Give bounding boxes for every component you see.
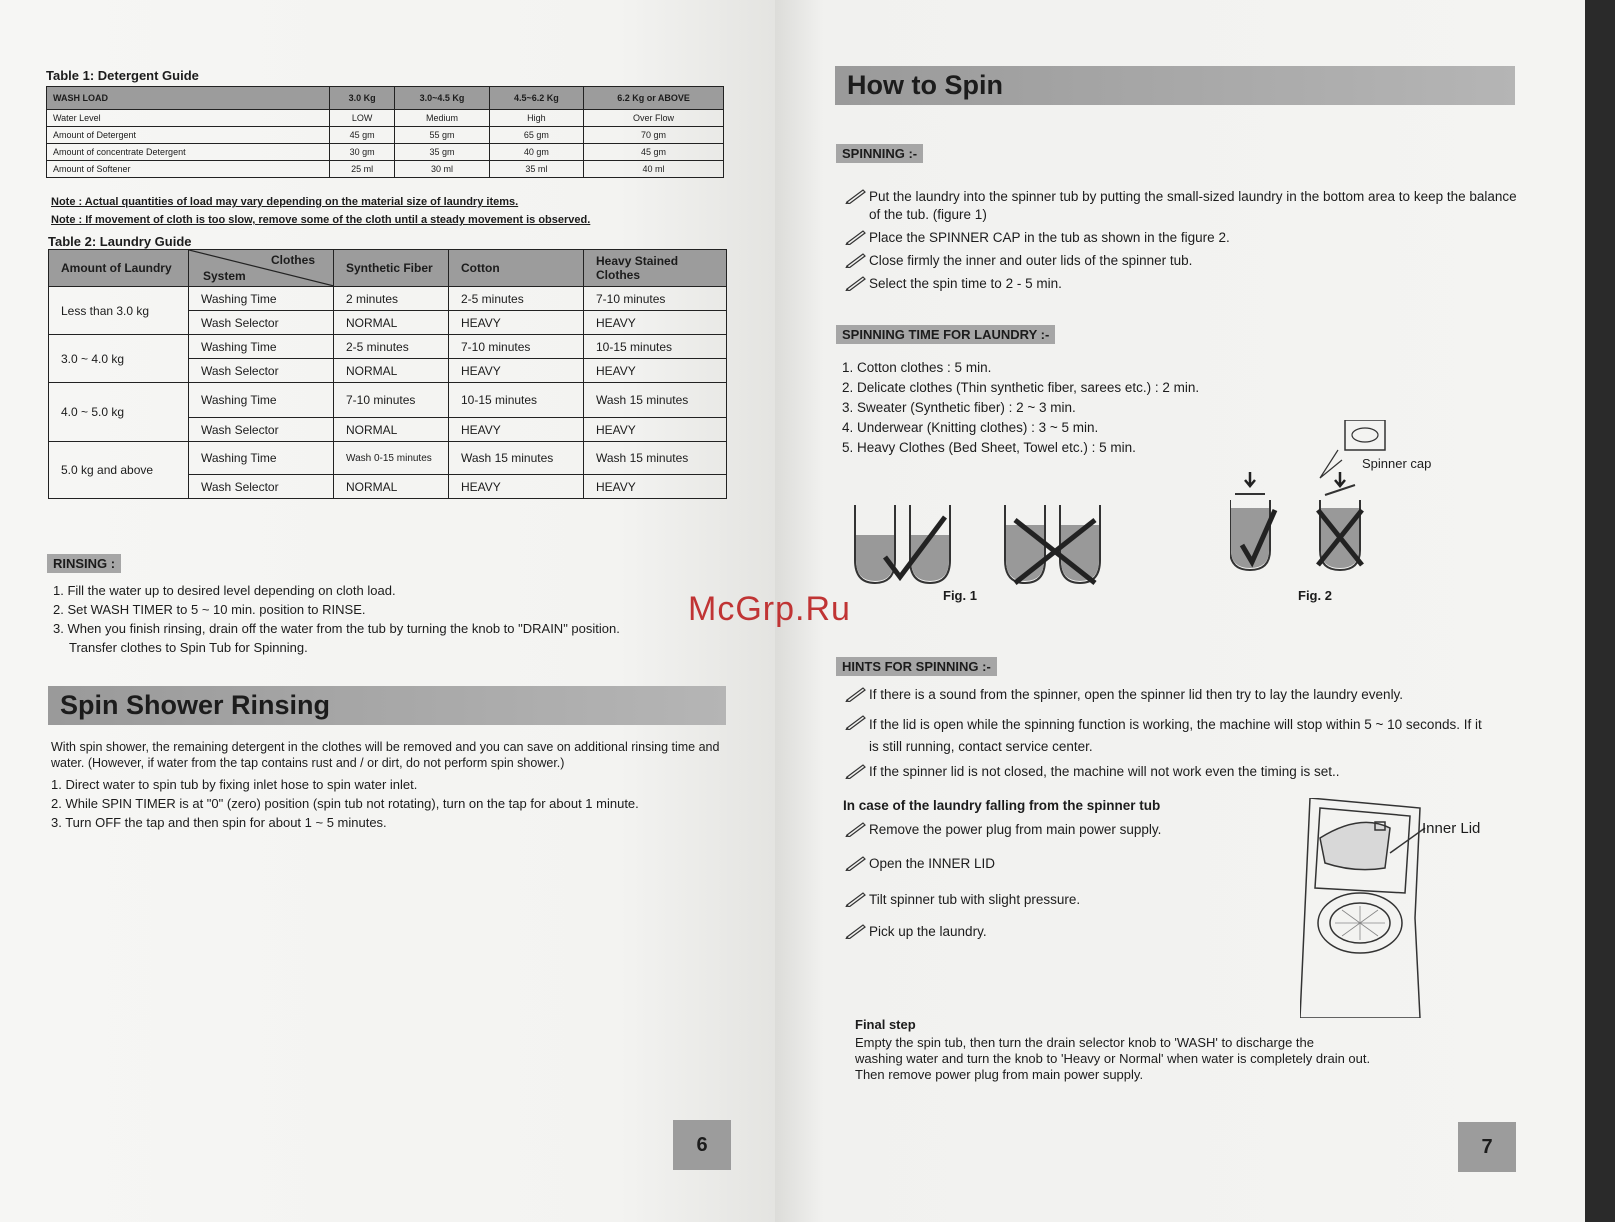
table-cell: 65 gm [489,127,583,144]
pen-icon [845,275,867,291]
list-item: 2. Set WASH TIMER to 5 ~ 10 min. position to RINSE. [53,602,366,617]
table-cell: NORMAL [334,311,449,335]
table-cell: Wash Selector [189,311,334,335]
table-row [47,127,724,144]
pen-icon [845,714,867,730]
table-row [49,335,727,359]
table-cell: HEAVY [449,475,584,499]
table-row [49,383,727,418]
laundry-guide-table [48,249,727,499]
table-cell: Water Level [47,110,330,127]
page-number-left: 6 [673,1120,731,1170]
table-cell: 10-15 minutes [449,383,584,418]
table-cell: HEAVY [449,311,584,335]
list-item [843,923,1263,941]
pen-icon [845,229,867,245]
amount-cell: 3.0 ~ 4.0 kg [49,335,189,383]
list-item [843,855,1263,873]
table-cell: Wash Selector [189,418,334,442]
table-cell: 25 ml [330,161,395,178]
table-header-cell: WASH LOAD [47,87,330,110]
spin-time-list [842,358,1199,458]
table-header-cell: Heavy Stained Clothes [584,250,727,287]
figure-2-label: Fig. 2 [1298,588,1332,603]
final-step-text [855,1035,1495,1083]
rinsing-list [53,581,620,657]
list-item: 5. Heavy Clothes (Bed Sheet, Towel etc.) : 5 min. [842,440,1136,455]
falling-text: Tilt spinner tub with slight pressure. [869,892,1081,907]
table-cell: Washing Time [189,383,334,418]
table-cell: LOW [330,110,395,127]
amount-cell: 4.0 ~ 5.0 kg [49,383,189,442]
list-item [843,188,1523,224]
spinning-tag: SPINNING :- [836,144,923,163]
table-header-diagonal [189,250,334,287]
table-header-row [47,87,724,110]
table-cell: HEAVY [584,311,727,335]
table-header-cell: Synthetic Fiber [334,250,449,287]
spinning-text: Place the SPINNER CAP in the tub as shown in the figure 2. [869,230,1230,245]
table-cell: 35 ml [489,161,583,178]
falling-text: Pick up the laundry. [869,924,987,939]
list-item: 1. Fill the water up to desired level depending on cloth load. [53,583,396,598]
table-cell: HEAVY [449,359,584,383]
watermark-text: McGrp.Ru [688,590,851,628]
table-cell: 7-10 minutes [584,287,727,311]
table1-title: Table 1: Detergent Guide [46,68,199,83]
table-cell: Washing Time [189,287,334,311]
rinsing-tag: RINSING : [47,554,121,573]
pen-icon [845,855,867,871]
pen-icon [845,686,867,702]
table-cell: 10-15 minutes [584,335,727,359]
spin-shower-banner: Spin Shower Rinsing [48,686,726,725]
table-cell: NORMAL [334,418,449,442]
table-cell: HEAVY [584,475,727,499]
table-cell: 55 gm [395,127,489,144]
falling-text: Open the INNER LID [869,856,996,871]
table-cell: 40 ml [584,161,724,178]
inner-lid-label: Inner Lid [1422,820,1481,837]
spinning-list [843,188,1523,298]
table-cell: High [489,110,583,127]
table-cell: Wash 15 minutes [584,383,727,418]
how-to-spin-banner: How to Spin [835,66,1515,105]
falling-heading: In case of the laundry falling from the spinner tub [843,798,1161,813]
table-cell: Washing Time [189,442,334,475]
table-cell: Wash Selector [189,475,334,499]
falling-list [843,821,1263,946]
page-number-right: 7 [1458,1122,1516,1172]
table-cell: 2 minutes [334,287,449,311]
left-page [0,0,775,1222]
table-row [49,442,727,475]
hint-text: If there is a sound from the spinner, open the spinner lid then try to lay the laundry evenly. [869,687,1404,702]
table-cell: 45 gm [330,127,395,144]
list-item: 3. Turn OFF the tap and then spin for about 1 ~ 5 minutes. [51,815,387,830]
right-page [775,0,1585,1222]
figure-2-illustration [1230,420,1430,580]
spinning-text: Select the spin time to 2 - 5 min. [869,276,1062,291]
table-cell: 2-5 minutes [334,335,449,359]
list-item [843,763,1483,781]
list-item [843,821,1263,839]
table-cell: Wash 0-15 minutes [334,442,449,475]
hint-text: If the spinner lid is not closed, the machine will not work even the timing is set.. [869,764,1340,779]
table-cell: Wash 15 minutes [449,442,584,475]
table-header-cell: 6.2 Kg or ABOVE [584,87,724,110]
list-item: 3. Sweater (Synthetic fiber) : 2 ~ 3 min. [842,400,1076,415]
table-cell: NORMAL [334,359,449,383]
list-item [843,891,1263,909]
table-row [49,287,727,311]
pen-icon [845,188,867,204]
table-cell: 7-10 minutes [334,383,449,418]
spin-time-tag: SPINNING TIME FOR LAUNDRY :- [836,325,1055,344]
note-movement: Note : If movement of cloth is too slow, remove some of the cloth until a steady movement is observed. [51,214,591,226]
pen-icon [845,821,867,837]
table-cell: Washing Time [189,335,334,359]
hints-tag: HINTS FOR SPINNING :- [836,657,997,676]
amount-cell: Less than 3.0 kg [49,287,189,335]
table-cell: NORMAL [334,475,449,499]
table-cell: Over Flow [584,110,724,127]
list-item [843,275,1523,293]
table-cell: 7-10 minutes [449,335,584,359]
falling-text: Remove the power plug from main power supply. [869,822,1162,837]
spinning-text: Put the laundry into the spinner tub by putting the small-sized laundry in the bottom area to keep the balance of the tub. (figure 1) [869,189,1517,222]
table-cell: 70 gm [584,127,724,144]
final-step-heading: Final step [855,1017,916,1032]
table-header-cell: Cotton [449,250,584,287]
table-cell: 45 gm [584,144,724,161]
header-clothes: Clothes [270,253,315,267]
table-cell: Amount of Softener [47,161,330,178]
table-header-cell: Amount of Laundry [49,250,189,287]
table-header-cell: 4.5~6.2 Kg [489,87,583,110]
table-cell: 30 ml [395,161,489,178]
header-system: System [203,269,246,283]
pen-icon [845,252,867,268]
list-item [843,714,1483,758]
list-item [843,229,1523,247]
table-row [47,161,724,178]
list-item: 3. When you finish rinsing, drain off the water from the tub by turning the knob to "DRAIN" position. [53,621,620,636]
amount-cell: 5.0 kg and above [49,442,189,499]
spinning-text: Close firmly the inner and outer lids of the spinner tub. [869,253,1193,268]
table2-title: Table 2: Laundry Guide [48,234,192,249]
list-item: 4. Underwear (Knitting clothes) : 3 ~ 5 min. [842,420,1099,435]
figure-1-illustration [850,495,1140,590]
table-cell: 30 gm [330,144,395,161]
list-item: 2. While SPIN TIMER is at "0" (zero) position (spin tub not rotating), turn on the tap for about 1 minute. [51,796,639,811]
spinner-cap-label: Spinner cap [1362,456,1432,471]
table-cell: 40 gm [489,144,583,161]
hint-text: If the lid is open while the spinning function is working, the machine will stop within 5 ~ 10 seconds. If it is still running, contact service center. [869,717,1482,754]
final-step-line: washing water and turn the knob to 'Heavy or Normal' when water is completely drain out. [855,1051,1371,1066]
table-header-cell: 3.0~4.5 Kg [395,87,489,110]
figure-1-label: Fig. 1 [943,588,977,603]
pen-icon [845,763,867,779]
table-cell: 35 gm [395,144,489,161]
table-cell: Medium [395,110,489,127]
table-header-row [49,250,727,287]
table-cell: Wash Selector [189,359,334,383]
table-cell: Wash 15 minutes [584,442,727,475]
final-step-line: Then remove power plug from main power supply. [855,1067,1144,1082]
table-row [47,110,724,127]
list-item [843,252,1523,270]
final-step-line: Empty the spin tub, then turn the drain selector knob to 'WASH' to discharge the [855,1035,1315,1050]
table-cell: Amount of concentrate Detergent [47,144,330,161]
note-quantities: Note : Actual quantities of load may vary depending on the material size of laundry items. [51,196,519,208]
pen-icon [845,923,867,939]
pen-icon [845,891,867,907]
list-item: 1. Direct water to spin tub by fixing inlet hose to spin water inlet. [51,777,418,792]
spin-shower-list [51,775,639,832]
table-cell: 2-5 minutes [449,287,584,311]
table-cell: HEAVY [449,418,584,442]
list-item: 1. Cotton clothes : 5 min. [842,360,992,375]
table-header-cell: 3.0 Kg [330,87,395,110]
table-cell: HEAVY [584,359,727,383]
spin-shower-intro: With spin shower, the remaining detergent in the clothes will be removed and you can save on additional rinsing time and water. (However, if water from the tap contains rust and / or dirt, do not perform spin shower.) [51,740,720,770]
table-cell: Amount of Detergent [47,127,330,144]
list-item: Transfer clothes to Spin Tub for Spinning. [69,640,308,655]
hints-list [843,686,1483,786]
list-item [843,686,1483,704]
list-item: 2. Delicate clothes (Thin synthetic fiber, sarees etc.) : 2 min. [842,380,1200,395]
table-cell: HEAVY [584,418,727,442]
detergent-guide-table [46,86,724,178]
table-row [47,144,724,161]
